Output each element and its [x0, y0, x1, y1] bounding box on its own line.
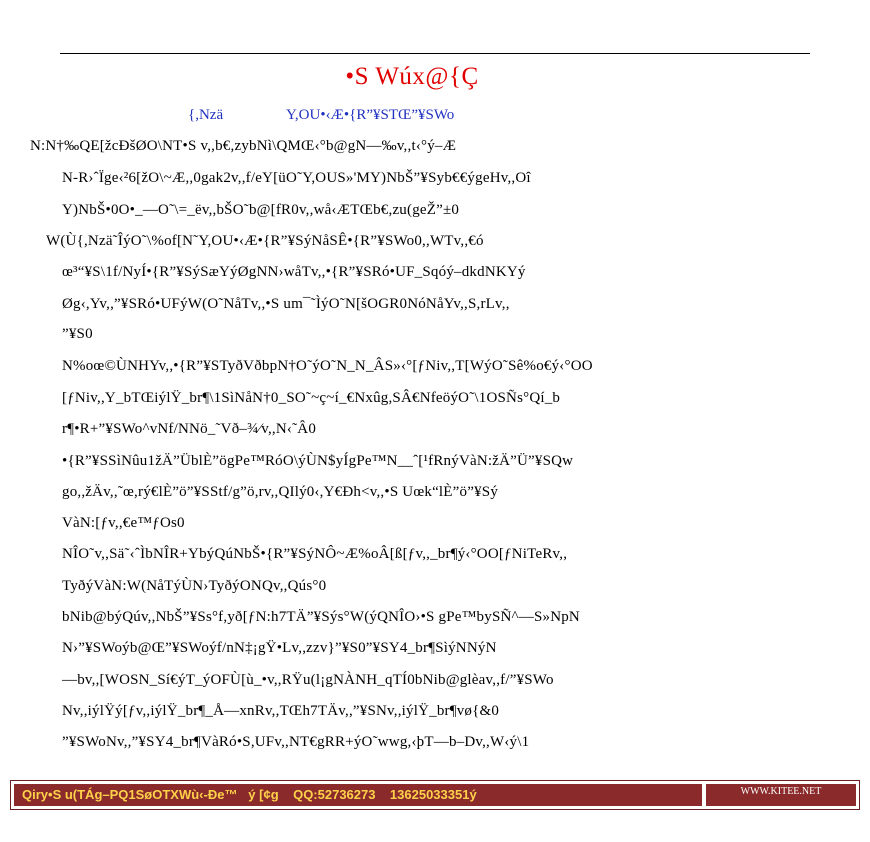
body-line: œ³“¥S\1f/NyÍ•{R”¥SýSæYýØgNN›wåTv,,•{R”¥SRó•UF_Sqóý–dkdNKYý: [62, 264, 526, 280]
body-line: go,,žÄv,,˜œ,rý€lÈ”ö”¥SStf/g”ö,rv,,QIlý0‹,Y€Ðh<v,,•S Uœk“lÈ”ö”¥Sý: [62, 484, 499, 500]
body-line: TyðýVàN:W(NåTýÙN›TyðýONQv,,Qús°0: [62, 578, 327, 594]
body-line: VàN:[ƒv,,€e™ƒOs0: [62, 515, 185, 531]
subtitle-right: Y,OU•‹Æ•{R”¥STŒ”¥SWo: [286, 107, 455, 123]
body-line: ”¥SWoNv,,”¥SY4_br¶VàRó•S,UFv,,NT€gRR+ýO˜wwg,‹þT—b–Dv,,W‹ý\1: [62, 734, 530, 750]
body-line: r¶•R+”¥SWo^vNf/NNö_˜Vð–¾⁄v,,N‹˜Â0: [62, 421, 317, 437]
body-line: Øg‹,Yv,,”¥SRó•UFýW(O˜NåTv,,•S um¯˜ÌýO˜N[šOGR0NóNåYv,,S,rLv,,: [62, 296, 510, 312]
body-line: ”¥S0: [62, 326, 93, 342]
document-title: •S Wúx@{Ç: [345, 63, 479, 90]
body-line: Y)NbŠ•0O•_—O˜\=_ëv,,bŠO˜b@[fR0v,,wå‹ÆTŒb€,zu(geŽ”±0: [62, 202, 460, 218]
body-line: W(Ù{,Nzä˜ÎýO˜\%of[N˜Y,OU•‹Æ•{R”¥SýNåSÊ•{R”¥SWo0,,WTv,,€ó: [46, 233, 484, 249]
body-line: Nv,,iýlŸý[ƒv,,iýlŸ_br¶_Å—xnRv,,TŒh7TÄv,,”¥SNv,,iýlŸ_br¶vø{&0: [62, 703, 500, 719]
body-line: [ƒNiv,,Y_bTŒiýlŸ_br¶\1SìNåN†0_SO˜~ç~í_€Nxûg,SÂ€NfeöýO˜\1OSÑs°Qí_b: [62, 390, 561, 406]
top-rule: [60, 53, 810, 54]
footer-contact: Qiry•S u(TÁg–PQ1SøOTXWù‹-Ðe™ ý [¢g QQ:52736273 13625033351ý: [14, 784, 702, 806]
body-line: N-R›ˆÏge‹²6[žO\~Æ,,0gak2v,,f/eY[üO˜Y,OUS»'MY)NbŠ”¥Syb€€ýgeHv,,Oî: [62, 170, 531, 186]
body-line: NÎO˜v,,Sä˜‹ˆÌbNÎR+YbýQúNbŠ•{R”¥SýNÔ~Æ%oÂ[ß[ƒv,,_br¶ý‹°OO[ƒNiTeRv,,: [62, 546, 568, 562]
body-line: •{R”¥SSìNûu1žÄ”ÜblÈ”ögPe™RóO\ýÙN$yÍgPe™N__ˆ[¹fRnýVàN:žÄ”Ü”¥SQw: [62, 453, 574, 469]
body-line: N%oœ©ÙNHYv,,•{R”¥STyðVðbpN†O˜ýO˜N_N_ÂS»‹°[ƒNiv,,T[WýO˜Sê%o€ý‹°OO: [62, 358, 593, 374]
body-line: bNib@býQúv,,NbŠ”¥Ss°f,yð[ƒN:h7TÄ”¥Sýs°W(ýQNÎO›•S gPe™bySÑ^—S»NpN: [62, 609, 580, 625]
body-line: N›”¥SWoýb@Œ”¥SWoýf/nN‡¡gŸ•Lv,,zzv}”¥S0”¥SY4_br¶SìýNNýN: [62, 640, 497, 656]
footer-banner: [10, 780, 860, 810]
footer-site-link[interactable]: WWW.KITEE.NET: [706, 784, 856, 806]
subtitle-left: {,Nzä: [188, 107, 224, 123]
body-line: N:N†‰QE[žcÐšØO\NT•S v,,b€,zybNì\QMŒ‹°b@gN—‰v,,t‹°ý–Æ: [30, 138, 457, 154]
body-line: —bv,,[WOSN_Sí€ýT_ýOFÙ[ù_•v,,RŸu(l¡gNÀNH_qTÍ0bNib@glèav,,f/”¥SWo: [62, 672, 554, 688]
